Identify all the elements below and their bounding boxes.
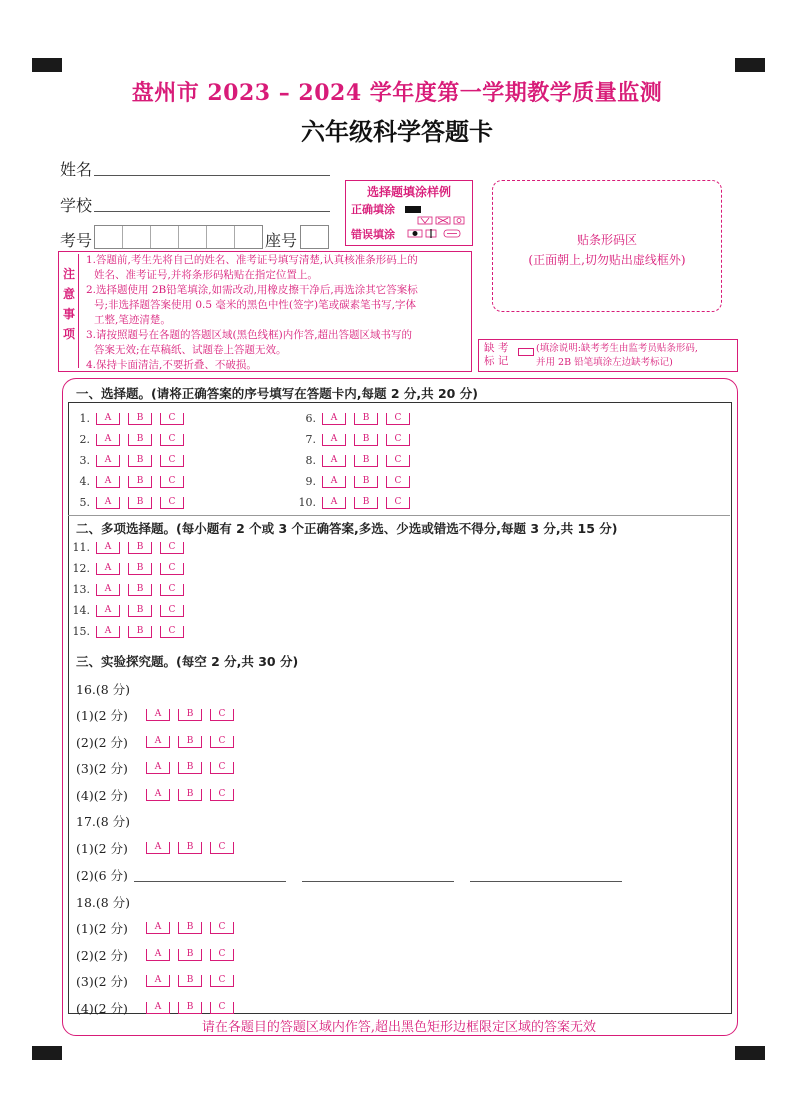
option-a[interactable]: A — [146, 736, 170, 748]
option-b[interactable]: B — [354, 476, 378, 488]
wrong-fill-label: 错误填涂 — [351, 228, 395, 241]
option-b[interactable]: B — [354, 497, 378, 509]
school-field[interactable] — [94, 211, 330, 212]
sub-question-row: (4)(2 分) A B C — [76, 999, 242, 1017]
question-row: 3. A B C — [70, 454, 192, 467]
question-row: 1. A B C — [70, 412, 192, 425]
notice-title: 注 意 事 项 — [60, 254, 79, 368]
option-a[interactable]: A — [322, 476, 346, 488]
q16-heading: 16.(8 分) — [76, 682, 131, 697]
footer-notice: 请在各题目的答题区域内作答,超出黑色矩形边框限定区域的答案无效 — [201, 1020, 597, 1035]
question-row: 10. A B C — [296, 496, 418, 509]
option-b[interactable]: B — [128, 584, 152, 596]
option-a[interactable]: A — [96, 497, 120, 509]
option-b[interactable]: B — [128, 563, 152, 575]
option-a[interactable]: A — [96, 542, 120, 554]
option-a[interactable]: A — [322, 455, 346, 467]
answer-blank[interactable] — [302, 869, 454, 882]
seat-label: 座号 — [265, 231, 298, 250]
q18-heading: 18.(8 分) — [76, 895, 131, 910]
sub-question-row: (2)(2 分) A B C — [76, 946, 242, 964]
option-a[interactable]: A — [96, 563, 120, 575]
exam-no-boxes[interactable] — [94, 225, 263, 249]
absent-note: (填涂说明:缺考考生由监考员贴条形码, 并用 2B 铅笔填涂左边缺考标记) — [536, 343, 698, 368]
question-row: 12. A B C — [70, 562, 192, 575]
answer-blank[interactable] — [134, 869, 286, 882]
option-a[interactable]: A — [96, 584, 120, 596]
question-row: 8. A B C — [296, 454, 418, 467]
option-b[interactable]: B — [178, 789, 202, 801]
question-row: 13. A B C — [70, 583, 192, 596]
fill-sample-title: 选择题填涂样例 — [366, 185, 451, 199]
question-row: 4. A B C — [70, 475, 192, 488]
correct-fill-mark — [405, 206, 421, 213]
notice-items: 1.答题前,考生先将自己的姓名、准考证号填写清楚,认真核准条形码上的 姓名、准考证号,并将条形码粘贴在指定位置上。 2.选择题使用 2B铅笔填涂,如需改动,用橡皮擦干净后,再选涂其它答案标 号;非选择题答案使用 0.5 毫米的黑色中性(签字)笔或碳素笔书写,字体 工整,笔迹清楚。 3.请按照题号在各题的答题区域(黑色线框)内作答,超出答题区域书写的 答案无效;在草稿纸、试题卷上答题无效。 4.保持卡面清洁,不要折叠、不破损。 — [86, 254, 418, 371]
option-c[interactable]: C — [210, 736, 234, 748]
option-a[interactable]: A — [322, 434, 346, 446]
option-c[interactable]: C — [386, 497, 410, 509]
option-c[interactable]: C — [160, 497, 184, 509]
option-c[interactable]: C — [160, 584, 184, 596]
option-c[interactable]: C — [210, 949, 234, 961]
option-c[interactable]: C — [160, 542, 184, 554]
card-title: 六年级科学答题卡 — [301, 117, 493, 146]
question-row: 15. A B C — [70, 625, 192, 638]
section3-heading: 三、实验探究题。(每空 2 分,共 30 分) — [76, 654, 299, 669]
option-a[interactable]: A — [96, 413, 120, 425]
option-c[interactable]: C — [160, 455, 184, 467]
option-b[interactable]: B — [178, 762, 202, 774]
sub-question-row: (3)(2 分) A B C — [76, 759, 242, 777]
absent-mark[interactable] — [518, 348, 534, 356]
correct-fill-label: 正确填涂 — [351, 203, 395, 216]
option-b[interactable]: B — [128, 605, 152, 617]
option-a[interactable]: A — [322, 497, 346, 509]
section2-heading: 二、多项选择题。(每小题有 2 个或 3 个正确答案,多选、少选或错选不得分,每题 3 分,共 15 分) — [76, 521, 618, 536]
option-c[interactable]: C — [210, 709, 234, 721]
option-c[interactable]: C — [386, 413, 410, 425]
answer-blank[interactable] — [470, 869, 622, 882]
barcode-label: 贴条形码区 — [576, 233, 637, 247]
option-b[interactable]: B — [128, 476, 152, 488]
option-c[interactable]: C — [160, 434, 184, 446]
section1-heading: 一、选择题。(请将正确答案的序号填写在答题卡内,每题 2 分,共 20 分) — [76, 386, 478, 401]
sub-question-row: (2)(2 分) A B C — [76, 733, 242, 751]
question-row: 5. A B C — [70, 496, 192, 509]
question-row: 11. A B C — [70, 541, 192, 554]
option-b[interactable]: B — [178, 736, 202, 748]
seat-boxes[interactable] — [300, 225, 329, 249]
option-a[interactable]: A — [146, 709, 170, 721]
option-a[interactable]: A — [96, 626, 120, 638]
option-b[interactable]: B — [178, 709, 202, 721]
option-c[interactable]: C — [386, 434, 410, 446]
registration-mark — [735, 58, 765, 72]
sub-question-row: (3)(2 分) A B C — [76, 972, 242, 990]
option-b[interactable]: B — [128, 413, 152, 425]
q17-sub1: (1)(2 分) A B C — [76, 839, 242, 857]
option-a[interactable]: A — [96, 455, 120, 467]
exam-no-label: 考号 — [60, 231, 93, 250]
option-a[interactable]: A — [146, 975, 170, 987]
option-b[interactable]: B — [128, 626, 152, 638]
q17-sub2: (2)(6 分) — [76, 866, 638, 884]
question-row: 7. A B C — [296, 433, 418, 446]
name-label: 姓名 — [60, 160, 93, 179]
option-c[interactable]: C — [210, 789, 234, 801]
wrong-fill-examples — [406, 216, 466, 240]
option-a[interactable]: A — [96, 476, 120, 488]
option-c[interactable]: C — [210, 975, 234, 987]
option-c[interactable]: C — [160, 476, 184, 488]
option-b[interactable]: B — [178, 949, 202, 961]
option-a[interactable]: A — [146, 1002, 170, 1014]
q17-heading: 17.(8 分) — [76, 814, 131, 829]
option-a[interactable]: A — [146, 949, 170, 961]
option-a[interactable]: A — [146, 842, 170, 854]
option-c[interactable]: C — [160, 563, 184, 575]
option-b[interactable]: B — [354, 455, 378, 467]
question-row: 9. A B C — [296, 475, 418, 488]
option-b[interactable]: B — [128, 434, 152, 446]
option-a[interactable]: A — [146, 789, 170, 801]
option-b[interactable]: B — [178, 975, 202, 987]
question-row: 14. A B C — [70, 604, 192, 617]
option-a[interactable]: A — [322, 413, 346, 425]
registration-mark — [32, 58, 62, 72]
registration-mark — [735, 1046, 765, 1060]
option-c[interactable]: C — [210, 842, 234, 854]
option-b[interactable]: B — [128, 497, 152, 509]
option-b[interactable]: B — [178, 842, 202, 854]
sub-question-row: (1)(2 分) A B C — [76, 919, 242, 937]
divider — [68, 515, 730, 516]
option-a[interactable]: A — [146, 762, 170, 774]
exam-title: 盘州市 2023 – 2024 学年度第一学期教学质量监测 — [131, 80, 663, 106]
school-label: 学校 — [60, 196, 93, 215]
option-a[interactable]: A — [96, 434, 120, 446]
barcode-hint: (正面朝上,切勿贴出虚线框外) — [528, 253, 686, 267]
option-b[interactable]: B — [354, 413, 378, 425]
option-b[interactable]: B — [128, 542, 152, 554]
option-c[interactable]: C — [160, 413, 184, 425]
option-a[interactable]: A — [96, 605, 120, 617]
question-row: 6. A B C — [296, 412, 418, 425]
barcode-area[interactable] — [492, 180, 722, 312]
option-a[interactable]: A — [146, 922, 170, 934]
sub-question-row: (1)(2 分) A B C — [76, 706, 242, 724]
option-b[interactable]: B — [178, 922, 202, 934]
option-c[interactable]: C — [160, 626, 184, 638]
registration-mark — [32, 1046, 62, 1060]
option-b[interactable]: B — [178, 1002, 202, 1014]
option-c[interactable]: C — [386, 455, 410, 467]
option-c[interactable]: C — [210, 922, 234, 934]
option-c[interactable]: C — [210, 762, 234, 774]
absent-label: 缺 考 标 记 — [484, 342, 509, 367]
option-c[interactable]: C — [210, 1002, 234, 1014]
option-c[interactable]: C — [160, 605, 184, 617]
sub-question-row: (4)(2 分) A B C — [76, 786, 242, 804]
option-b[interactable]: B — [128, 455, 152, 467]
option-b[interactable]: B — [354, 434, 378, 446]
question-row: 2. A B C — [70, 433, 192, 446]
option-c[interactable]: C — [386, 476, 410, 488]
name-field[interactable] — [94, 175, 330, 176]
